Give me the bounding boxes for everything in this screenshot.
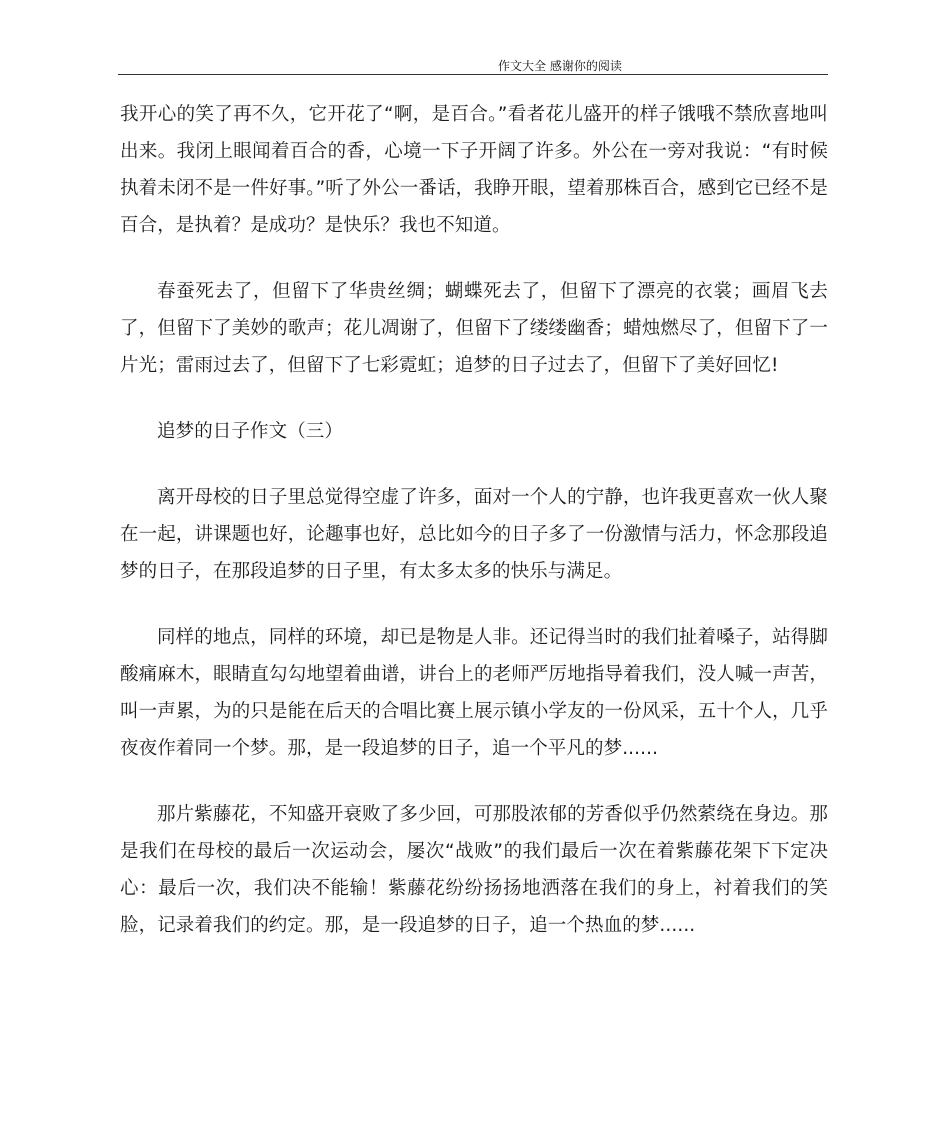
paragraph-2: 春蚕死去了，但留下了华贵丝绸；蝴蝶死去了，但留下了漂亮的衣裳；画眉飞去了，但留下了美妙的歌声；花儿凋谢了，但留下了缕缕幽香；蜡烛燃尽了，但留下了一片光；雷雨过去了，但留下了七彩霓虹；追梦的日子过去了，但留下了美好回忆!	[120, 281, 828, 376]
paragraph-4: 同样的地点，同样的环境，却已是物是人非。还记得当时的我们扯着嗓子，站得脚酸痛麻木，眼睛直勾勾地望着曲谱，讲台上的老师严厉地指导着我们，没人喊一声苦，叫一声累，为的只是能在后天的合唱比赛上展示镇小学友的一份风采，五十个人，几乎夜夜作着同一个梦。那，是一段追梦的日子，追一个平凡的梦......	[120, 627, 828, 759]
header-divider	[118, 74, 828, 75]
page-header-text: 作文大全 感谢你的阅读	[498, 59, 622, 73]
paragraph-5: 那片紫藤花，不知盛开衰败了多少回，可那股浓郁的芳香似乎仍然萦绕在身边。那是我们在母校的最后一次运动会，屡次“战败”的我们最后一次在着紫藤花架下下定决心：最后一次，我们决不能输！紫藤花纷纷扬扬地洒落在我们的身上，衬着我们的笑脸，记录着我们的约定。那，是一段追梦的日子，追一个热血的梦......	[120, 804, 828, 936]
section-heading: 追梦的日子作文（三）	[157, 421, 344, 442]
paragraph-3: 离开母校的日子里总觉得空虚了许多，面对一个人的宁静，也许我更喜欢一伙人聚在一起，讲课题也好，论趣事也好，总比如今的日子多了一份激情与活力，怀念那段追梦的日子，在那段追梦的日子里，有太多太多的快乐与满足。	[120, 487, 828, 582]
document-body	[120, 96, 828, 944]
paragraph-1: 我开心的笑了再不久，它开花了“啊，是百合。”看者花儿盛开的样子饿哦不禁欣喜地叫出来。我闭上眼闻着百合的香，心境一下子开阔了许多。外公在一旁对我说：“有时候执着未闭不是一件好事。”听了外公一番话，我睁开眼，望着那株百合，感到它已经不是百合，是执着？是成功？是快乐？我也不知道。	[120, 104, 828, 236]
